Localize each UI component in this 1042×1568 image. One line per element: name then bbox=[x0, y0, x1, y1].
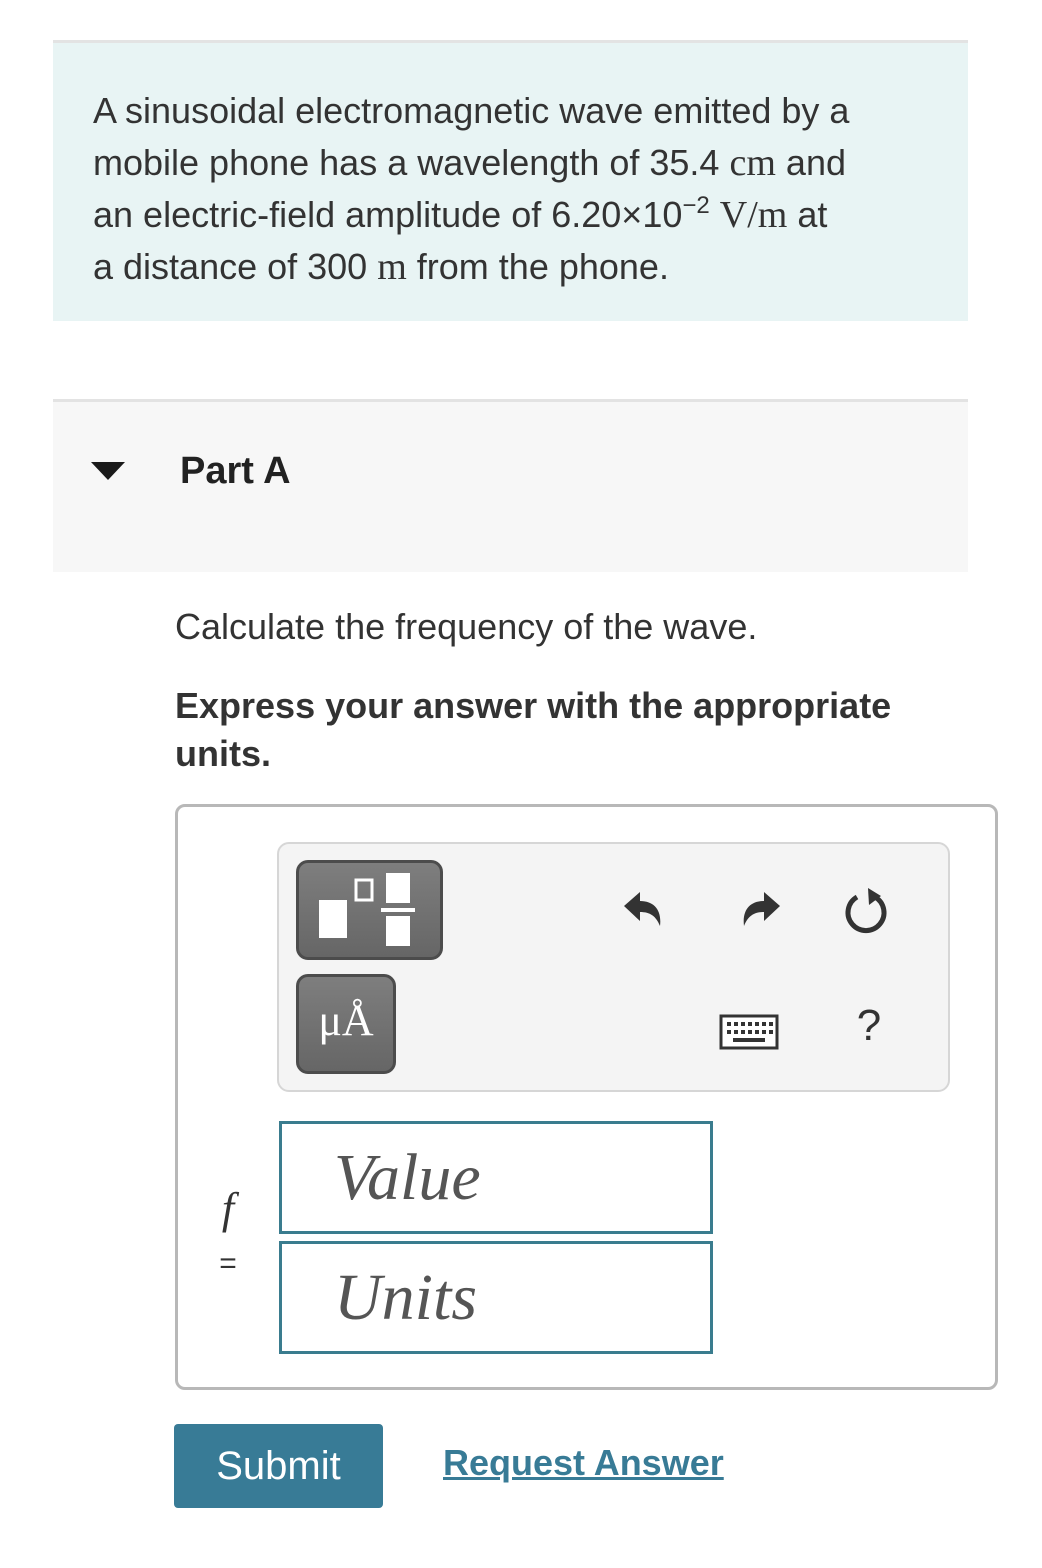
units-button[interactable] bbox=[296, 974, 396, 1074]
problem-line-1: A sinusoidal electromagnetic wave emitted by a bbox=[93, 90, 850, 131]
redo-icon bbox=[730, 882, 790, 942]
wavelength-unit: cm bbox=[729, 142, 776, 184]
problem-line-4-end: from the phone. bbox=[416, 246, 669, 287]
reset-icon bbox=[836, 882, 896, 942]
problem-line-2: mobile phone has a wavelength of 35.4 bbox=[93, 142, 720, 183]
undo-icon bbox=[614, 882, 674, 942]
collapse-triangle-icon[interactable] bbox=[91, 462, 125, 480]
problem-text bbox=[93, 85, 943, 293]
redo-button[interactable] bbox=[730, 882, 790, 942]
part-title: Part A bbox=[180, 450, 291, 492]
problem-statement bbox=[53, 40, 968, 321]
templates-icon bbox=[299, 863, 440, 957]
question-instruction: Express your answer with the appropriate units. bbox=[175, 685, 892, 774]
problem-line-3: an electric-field amplitude of 6.20×10 bbox=[93, 194, 683, 235]
problem-line-3-end: at bbox=[797, 194, 828, 235]
undo-button[interactable] bbox=[614, 882, 674, 942]
part-a-header[interactable] bbox=[53, 399, 968, 572]
value-input[interactable] bbox=[279, 1121, 713, 1234]
answer-variable: f bbox=[221, 1184, 235, 1233]
request-answer-link[interactable]: Request Answer bbox=[443, 1442, 724, 1483]
keyboard-button[interactable] bbox=[719, 1012, 779, 1052]
submit-button[interactable]: Submit bbox=[174, 1424, 383, 1508]
math-toolbar bbox=[277, 842, 950, 1092]
amplitude-unit: V/m bbox=[719, 194, 788, 236]
answer-panel bbox=[175, 804, 998, 1390]
help-button[interactable] bbox=[839, 996, 899, 1056]
help-icon: ? bbox=[856, 1001, 882, 1050]
problem-line-4: a distance of 300 bbox=[93, 246, 368, 287]
reset-button[interactable] bbox=[836, 882, 896, 942]
problem-line-2-end: and bbox=[785, 142, 846, 183]
amplitude-exponent: −2 bbox=[682, 192, 710, 219]
units-icon: μÅ bbox=[318, 996, 374, 1045]
distance-unit: m bbox=[377, 246, 407, 288]
templates-button[interactable] bbox=[296, 860, 443, 960]
equals-sign: = bbox=[219, 1247, 237, 1280]
units-input[interactable] bbox=[279, 1241, 713, 1354]
keyboard-icon bbox=[719, 1012, 779, 1052]
question-prompt: Calculate the frequency of the wave. bbox=[175, 606, 758, 647]
